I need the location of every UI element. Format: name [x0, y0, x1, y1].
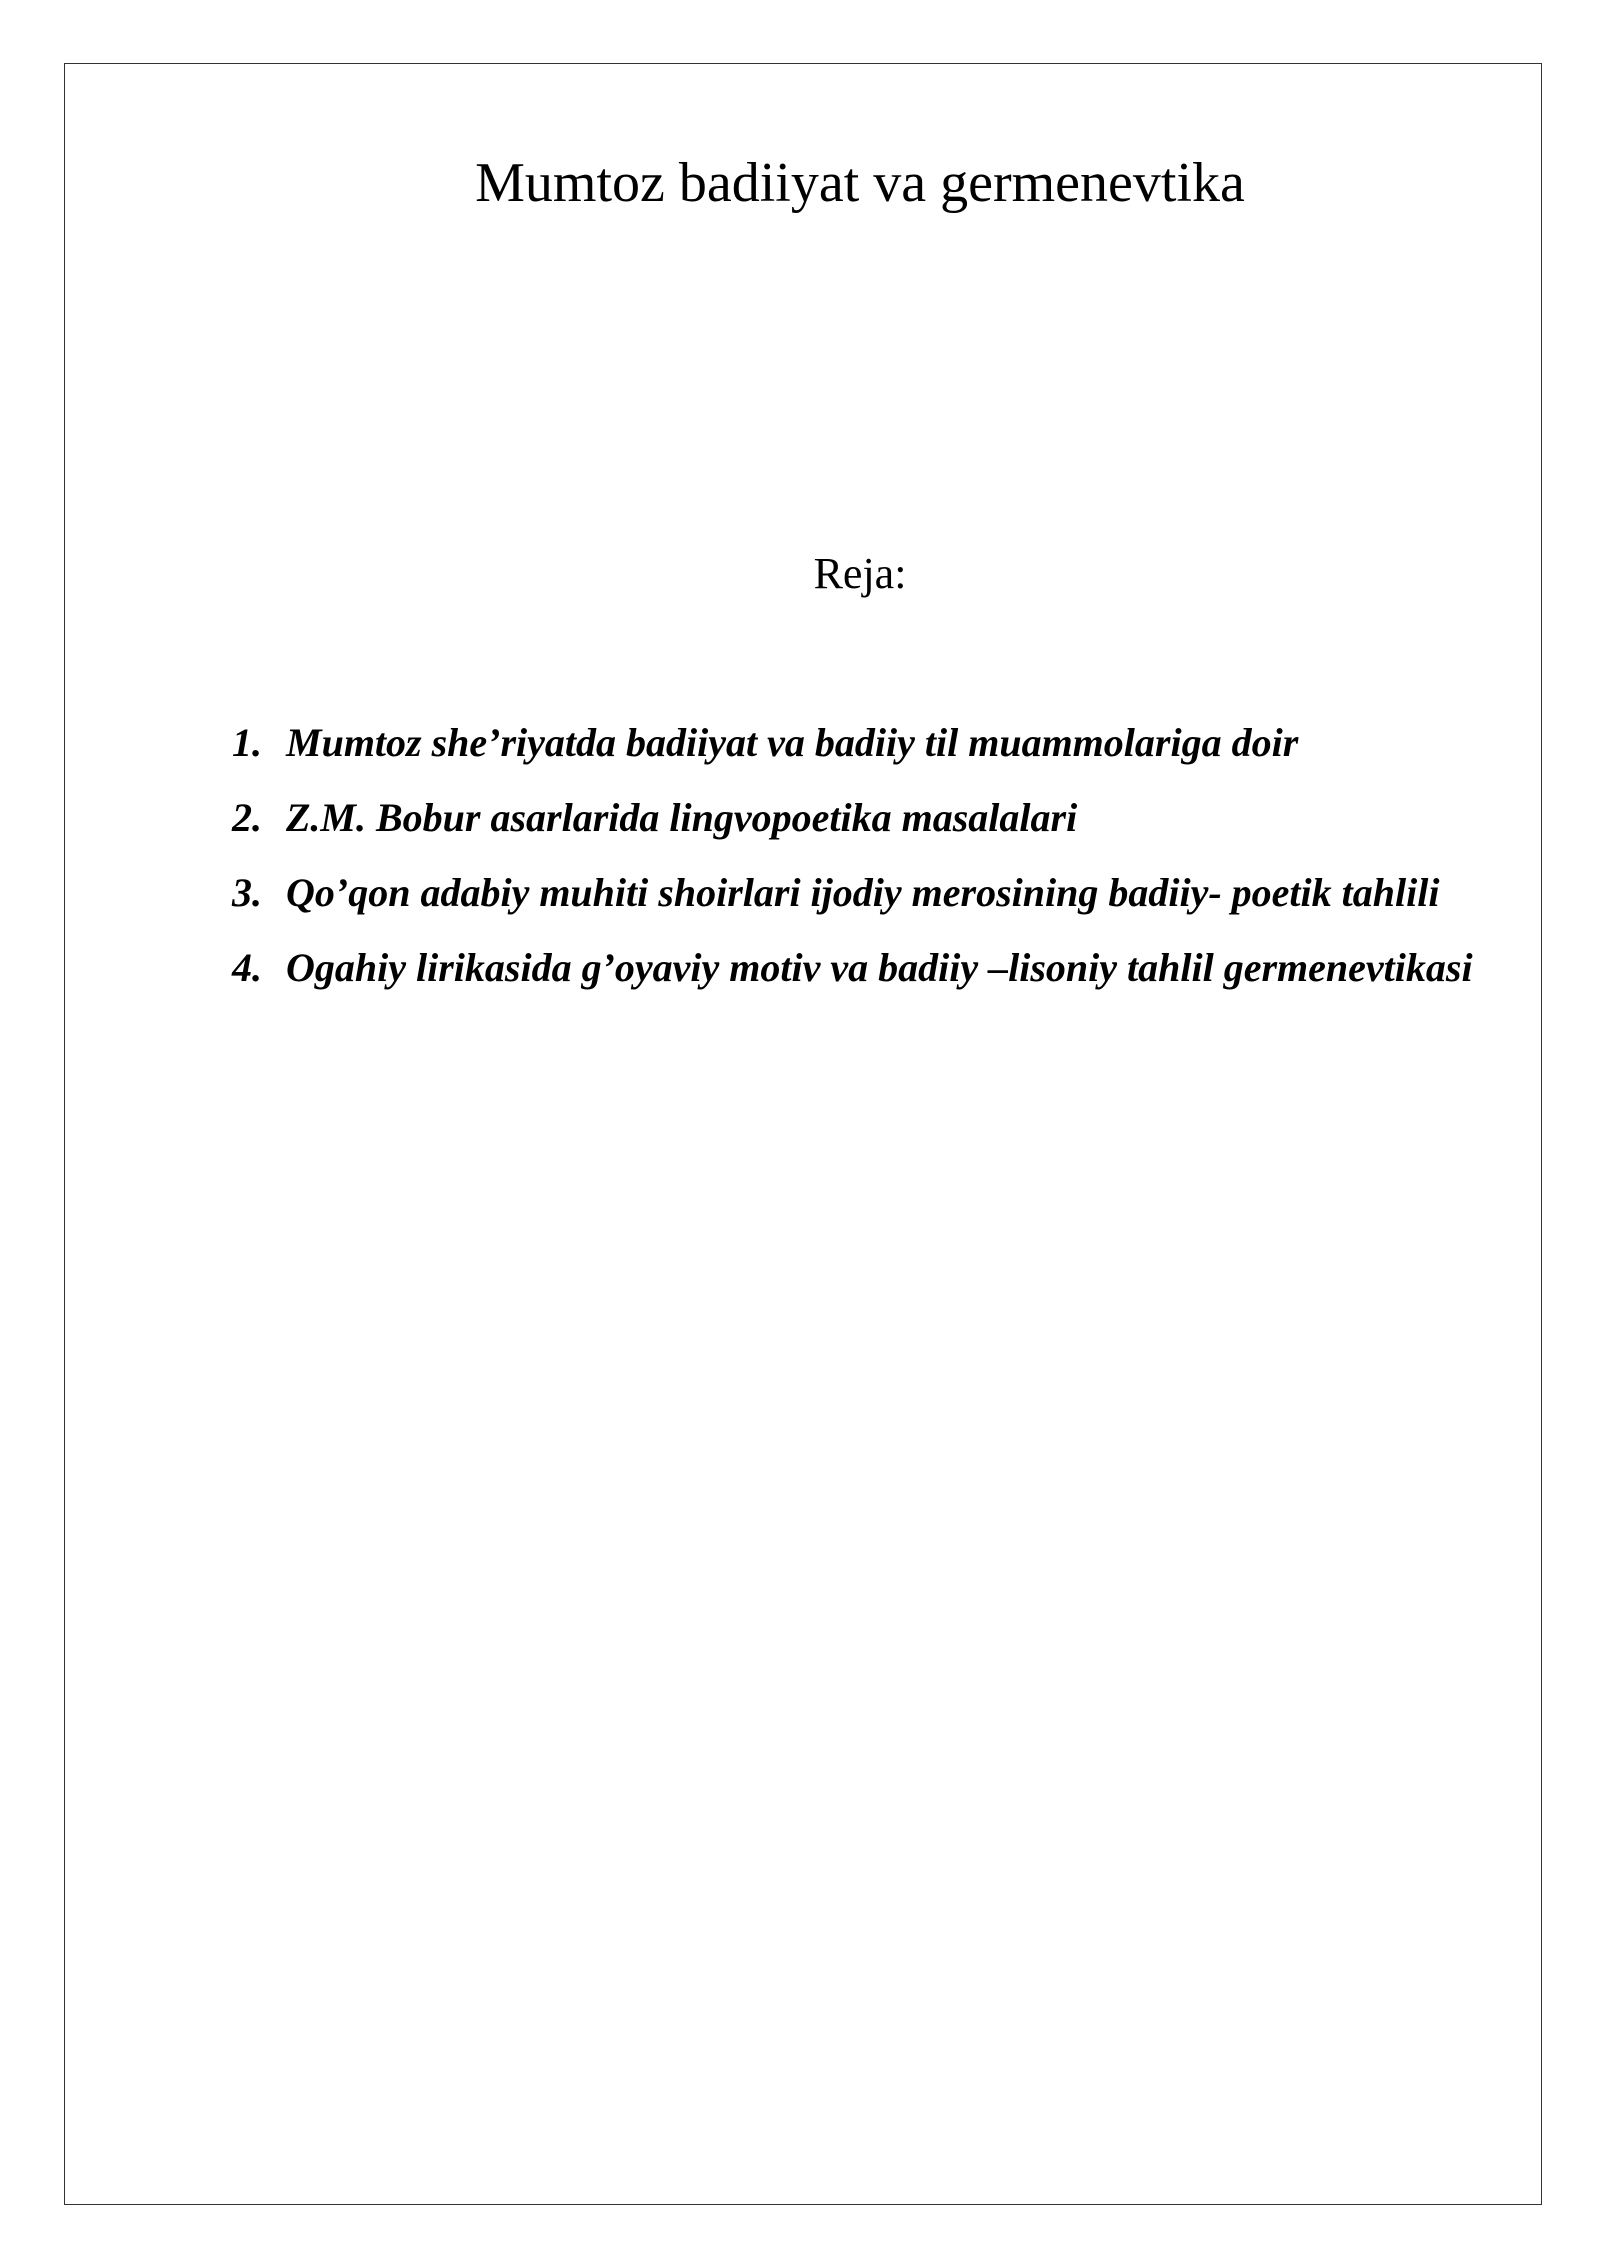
plan-heading: Reja: — [813, 549, 907, 598]
plan-item-text: Z.M. Bobur asarlarida lingvopoetika masalalari — [286, 795, 1078, 840]
document-title: Mumtoz badiiyat va germenevtika — [475, 152, 1245, 214]
plan-item-number: 1. — [232, 720, 262, 765]
plan-item-1 — [232, 705, 1492, 780]
plan-item-text: Ogahiy lirikasida g’oyaviy motiv va badiiy –lisoniy tahlil germenevtikasi — [286, 945, 1473, 990]
page-border — [64, 63, 1542, 2205]
plan-item-number: 3. — [232, 870, 262, 915]
plan-item-4 — [232, 930, 1492, 1005]
plan-item-3 — [232, 855, 1492, 930]
plan-item-number: 2. — [232, 795, 262, 840]
plan-list — [232, 705, 1492, 1005]
plan-item-number: 4. — [232, 945, 262, 990]
plan-item-text: Mumtoz she’riyatda badiiyat va badiiy til muammolariga doir — [286, 720, 1299, 765]
plan-item-text: Qo’qon adabiy muhiti shoirlari ijodiy merosining badiiy- poetik tahlili — [286, 870, 1440, 915]
plan-item-2 — [232, 780, 1492, 855]
